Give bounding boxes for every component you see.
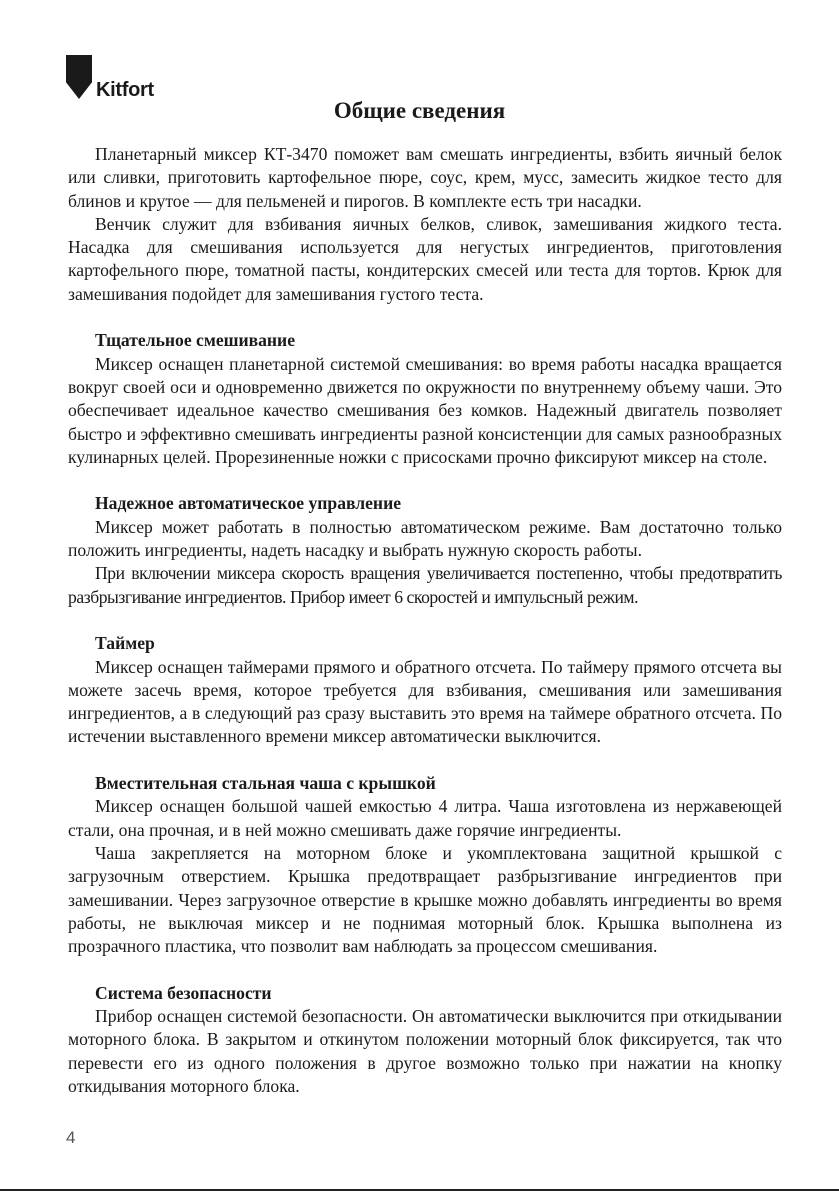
page-bottom-divider: [0, 1189, 839, 1191]
section-paragraph: Чаша закрепляется на моторном блоке и укомплектована защитной крышкой с загрузочным отверстием. Крышка предотвращает разбрызгивание ингредиентов при замешивании. Через загрузочное отверстие в крышке можно добавлять ингредиенты во время работы, не выключая миксер и не поднимая моторный блок. Крышка выполнена из прозрачного пластика, что позволит вам наблюдать за процессом смешивания.: [68, 842, 782, 957]
document-body: [68, 143, 782, 1098]
kitfort-logo-icon: [66, 55, 92, 99]
section-paragraph: Миксер оснащен большой чашей емкостью 4 литра. Чаша изготовлена из нержавеющей стали, она прочная, и в ней можно смешивать даже горячие ингредиенты.: [68, 796, 782, 840]
section-paragraph: При включении миксера скорость вращения увеличивается постепенно, чтобы предотвратить разбрызгивание ингредиентов. Прибор имеет 6 скоростей и импульсный режим.: [68, 563, 782, 607]
section-paragraph: Прибор оснащен системой безопасности. Он автоматически выключится при откидывании моторного блока. В закрытом и откинутом положении моторный блок фиксируется, так что перевести его из одного положения в другое возможно только при нажатии на кнопку откидывания моторного блока.: [68, 1005, 782, 1096]
section-paragraph: Миксер оснащен планетарной системой смешивания: во время работы насадка вращается вокруг своей оси и одновременно движется по окружности по внутреннему объему чаши. Это обеспечивает идеальное качество смешивания без комков. Надежный двигатель позволяет быстро и эффективно смешивать ингредиенты разной консистенции для самых разнообразных кулинарных целей. Прорезиненные ножки с присосками прочно фиксируют миксер на столе.: [68, 353, 782, 467]
intro-paragraph-2: Венчик служит для взбивания яичных белков, сливок, замешивания жидкого теста. Насадка для смешивания используется для негустых ингредиентов, приготовления картофельного пюре, томатной пасты, кондитерских смесей или теста для тортов. Крюк для замешивания подойдет для замешивания густого теста.: [68, 213, 782, 304]
brand-logo-text: Kitfort: [96, 79, 154, 101]
section-heading-bowl: Вместительная стальная чаша с крышкой: [95, 773, 436, 794]
section-heading-mixing: Тщательное смешивание: [95, 330, 295, 351]
section-heading-safety: Система безопасности: [95, 982, 272, 1003]
page-number: 4: [66, 1128, 76, 1147]
intro-paragraph-1: Планетарный миксер КТ-3470 поможет вам смешать ингредиенты, взбить яичный белок или сливки, приготовить картофельное пюре, соус, крем, мусс, замесить жидкое тесто для блинов и крутое — для пельменей и пирогов. В комплекте есть три насадки.: [68, 144, 782, 211]
section-paragraph: Миксер оснащен таймерами прямого и обратного отсчета. По таймеру прямого отсчета вы можете засечь время, которое требуется для взбивания, смешивания или замешивания ингредиентов, а в следующий раз сразу выставить это время на таймере обратного отсчета. По истечении выставленного времени миксер автоматически выключится.: [68, 656, 782, 747]
page-title: Общие сведения: [333, 98, 506, 123]
section-heading-timer: Таймер: [95, 633, 155, 654]
section-paragraph: Миксер может работать в полностью автоматическом режиме. Вам достаточно только положить ингредиенты, надеть насадку и выбрать нужную скорость работы.: [68, 516, 782, 561]
section-heading-control: Надежное автоматическое управление: [95, 493, 402, 514]
